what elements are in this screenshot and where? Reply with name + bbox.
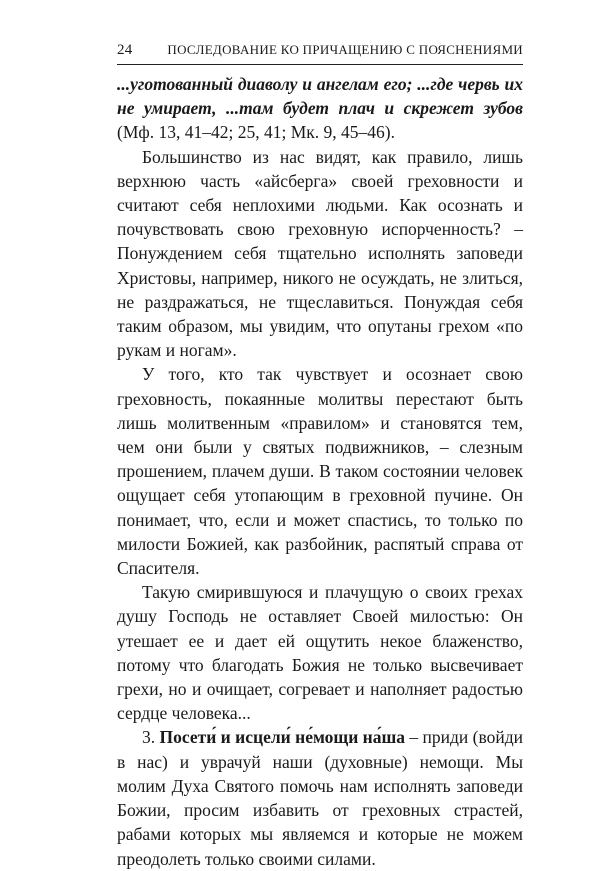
paragraph: У того, кто так чувствует и осознает свою греховность, покаянные молитвы перестают быть лишь молитвенным «правилом» и становятся тем, чем они были у святых подвижников, – слезным прошением, плачем души. В таком состоянии человек ощущает себя утопающим в греховной пучине. Он понимает, что, если и может спастись, то только по милости Божией, как разбойник, распятый справа от Спасителя.: [117, 364, 523, 579]
scripture-quote: [117, 72, 523, 145]
quote-reference: (Мф. 13, 41–42; 25, 41; Мк. 9, 45–46).: [117, 122, 395, 143]
paragraph: Большинство из нас видят, как правило, лишь верхнюю часть «айсберга» своей греховности и считают себя неплохими людьми. Как осознать и почувствовать свою греховную испорченность? – Понуждением себя тщательно исполнять заповеди Христовы, например, никого не осуждать, не злиться, не раздражаться, не тщеславиться. Понуждая себя таким образом, мы увидим, что опутаны грехом «по рукам и ногам».: [117, 146, 523, 361]
section-heading: Посети́ и исцели́ не́мощи на́ша: [159, 727, 406, 748]
section-number: 3.: [142, 727, 156, 748]
running-header: [117, 42, 523, 65]
paragraph: Такую смирившуюся и плачущую о своих грехах душу Господь не оставляет Своей милостью: Он утешает ее и дает ей ощутить некое блаженство, потому что благодать Божия не только высвечивает грехи, но и очищает, согревает и наполняет радостью сердце человека...: [117, 582, 523, 724]
running-title: ПОСЛЕДОВАНИЕ КО ПРИЧАЩЕНИЮ С ПОЯСНЕНИЯМИ: [167, 42, 523, 57]
section-text: – приди (войди в нас) и уврачуй наши (духовные) немощи. Мы молим Духа Святого помочь нам исполнять заповеди Божии, просим избавить от греховных страстей, рабами которых мы являемся и которые не можем преодолеть только своими силами.: [117, 727, 524, 869]
page-body: [117, 72, 523, 871]
quote-italic-text: ...уготованный диаволу и ангелам его; ...где червь их не умирает, ...там будет плач и скрежет зубов: [117, 74, 523, 119]
section-3: [117, 725, 523, 870]
page-number: 24: [117, 42, 133, 58]
